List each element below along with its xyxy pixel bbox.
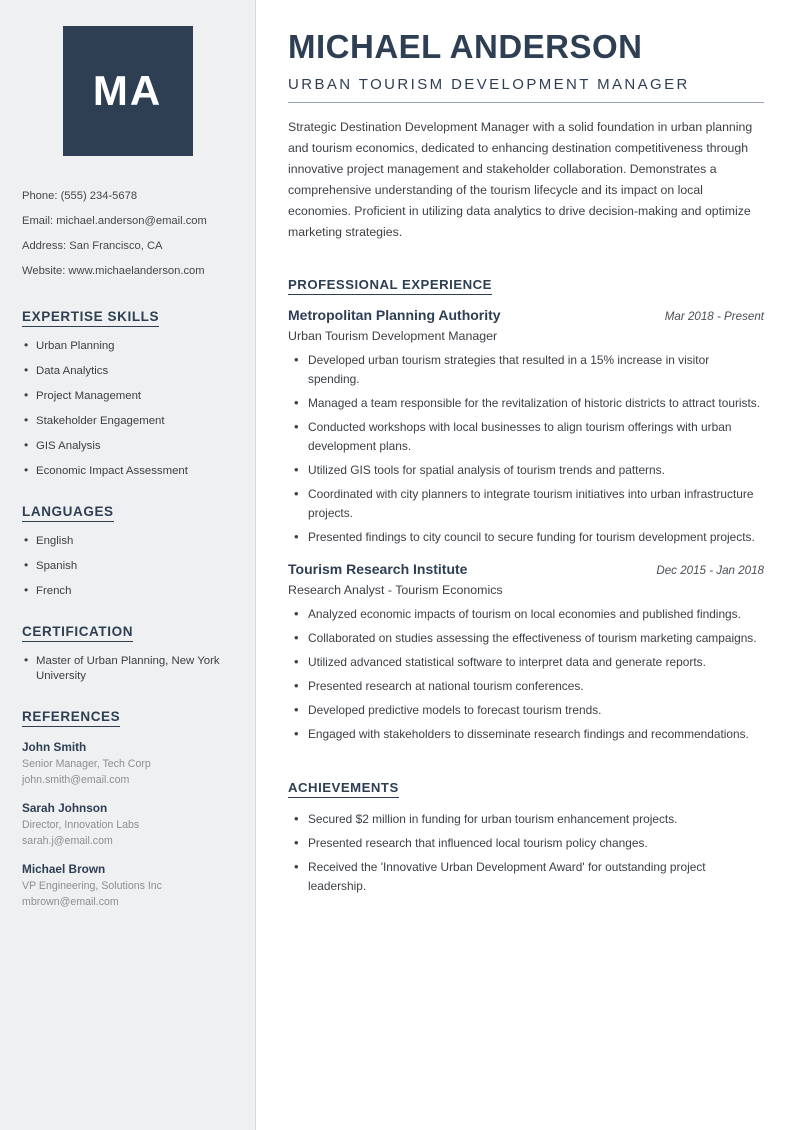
experience-item bbox=[288, 561, 764, 744]
experience-bullets bbox=[288, 351, 764, 547]
experience-header bbox=[288, 307, 764, 323]
contact-email: Email: michael.anderson@email.com bbox=[22, 215, 207, 227]
list-item: • English bbox=[22, 534, 233, 549]
list-item: • Developed predictive models to forecast tourism trends. bbox=[288, 701, 764, 720]
certification-list bbox=[22, 654, 233, 684]
reference-email: mbrown@email.com bbox=[22, 896, 119, 908]
section-references bbox=[22, 708, 233, 910]
section-languages bbox=[22, 503, 233, 599]
reference-item bbox=[22, 739, 233, 788]
list-item: • Project Management bbox=[22, 389, 233, 404]
list-item: • Managed a team responsible for the revitalization of historic districts to attract tourists. bbox=[288, 394, 764, 413]
list-item: • Collaborated on studies assessing the effectiveness of tourism marketing campaigns. bbox=[288, 629, 764, 648]
reference-item bbox=[22, 800, 233, 849]
languages-list bbox=[22, 534, 233, 599]
list-item: • Presented research that influenced local tourism policy changes. bbox=[288, 834, 764, 853]
section-certification bbox=[22, 623, 233, 684]
section-title-achievements: ACHIEVEMENTS bbox=[288, 780, 399, 798]
reference-name: Michael Brown bbox=[22, 862, 106, 876]
skills-list bbox=[22, 339, 233, 479]
experience-dates: Mar 2018 - Present bbox=[664, 310, 764, 324]
list-item: • French bbox=[22, 584, 233, 599]
experience-company: Tourism Research Institute bbox=[288, 561, 468, 578]
list-item: • Master of Urban Planning, New York University bbox=[22, 654, 233, 684]
reference-email: john.smith@email.com bbox=[22, 774, 130, 786]
experience-header bbox=[288, 561, 764, 577]
list-item: • Presented findings to city council to secure funding for tourism development projects. bbox=[288, 528, 764, 547]
reference-item bbox=[22, 861, 233, 910]
section-title-references: REFERENCES bbox=[22, 709, 120, 727]
reference-role: VP Engineering, Solutions Inc bbox=[22, 880, 162, 892]
sidebar bbox=[0, 0, 256, 1130]
experience-item bbox=[288, 307, 764, 547]
list-item: • Utilized GIS tools for spatial analysis of tourism trends and patterns. bbox=[288, 461, 764, 480]
contact-website: Website: www.michaelanderson.com bbox=[22, 265, 205, 277]
achievements-list bbox=[288, 810, 764, 896]
section-title-skills: EXPERTISE SKILLS bbox=[22, 309, 159, 327]
main-content bbox=[256, 0, 800, 1130]
list-item: • Secured $2 million in funding for urban tourism enhancement projects. bbox=[288, 810, 764, 829]
experience-role: Urban Tourism Development Manager bbox=[288, 329, 498, 344]
experience-dates: Dec 2015 - Jan 2018 bbox=[656, 564, 764, 578]
section-title-certification: CERTIFICATION bbox=[22, 624, 133, 642]
list-item: • Conducted workshops with local businesses to align tourism offerings with urban development plans. bbox=[288, 418, 764, 456]
experience-bullets bbox=[288, 605, 764, 744]
reference-name: Sarah Johnson bbox=[22, 801, 108, 815]
reference-email: sarah.j@email.com bbox=[22, 835, 113, 847]
list-item: • Engaged with stakeholders to disseminate research findings and recommendations. bbox=[288, 725, 764, 744]
reference-role: Senior Manager, Tech Corp bbox=[22, 758, 151, 770]
professional-summary: Strategic Destination Development Manager with a solid foundation in urban planning and tourism economics, dedicated to enhancing destination competitiveness through innovative project management and stakeholder collaboration. Demonstrates a comprehensive understanding of the tourism lifecycle and its impact on local economies. Proficient in utilizing data analytics to drive decision-making and optimize marketing strategies. bbox=[288, 120, 753, 239]
avatar-wrapper bbox=[22, 26, 233, 156]
list-item: • Stakeholder Engagement bbox=[22, 414, 233, 429]
page-title: MICHAEL ANDERSON bbox=[288, 28, 643, 65]
section-title-languages: LANGUAGES bbox=[22, 504, 114, 522]
list-item: • Received the 'Innovative Urban Development Award' for outstanding project leadership. bbox=[288, 858, 764, 896]
list-item: • Spanish bbox=[22, 559, 233, 574]
list-item: • GIS Analysis bbox=[22, 439, 233, 454]
list-item: • Utilized advanced statistical software to interpret data and generate reports. bbox=[288, 653, 764, 672]
experience-role: Research Analyst - Tourism Economics bbox=[288, 583, 503, 598]
job-title-subtitle: URBAN TOURISM DEVELOPMENT MANAGER bbox=[288, 76, 764, 103]
list-item: • Presented research at national tourism conferences. bbox=[288, 677, 764, 696]
reference-name: John Smith bbox=[22, 740, 87, 754]
list-item: • Urban Planning bbox=[22, 339, 233, 354]
contact-info bbox=[22, 184, 233, 284]
list-item: • Developed urban tourism strategies that resulted in a 15% increase in visitor spending. bbox=[288, 351, 764, 389]
section-title-experience: PROFESSIONAL EXPERIENCE bbox=[288, 277, 492, 295]
list-item: • Analyzed economic impacts of tourism on local economies and published findings. bbox=[288, 605, 764, 624]
contact-address: Address: San Francisco, CA bbox=[22, 240, 163, 252]
list-item: • Economic Impact Assessment bbox=[22, 464, 233, 479]
list-item: • Coordinated with city planners to integrate tourism initiatives into urban infrastructure projects. bbox=[288, 485, 764, 523]
contact-phone: Phone: (555) 234-5678 bbox=[22, 190, 138, 202]
section-expertise-skills bbox=[22, 308, 233, 479]
experience-company: Metropolitan Planning Authority bbox=[288, 307, 501, 324]
avatar-monogram: MA bbox=[63, 26, 193, 156]
reference-role: Director, Innovation Labs bbox=[22, 819, 140, 831]
list-item: • Data Analytics bbox=[22, 364, 233, 379]
